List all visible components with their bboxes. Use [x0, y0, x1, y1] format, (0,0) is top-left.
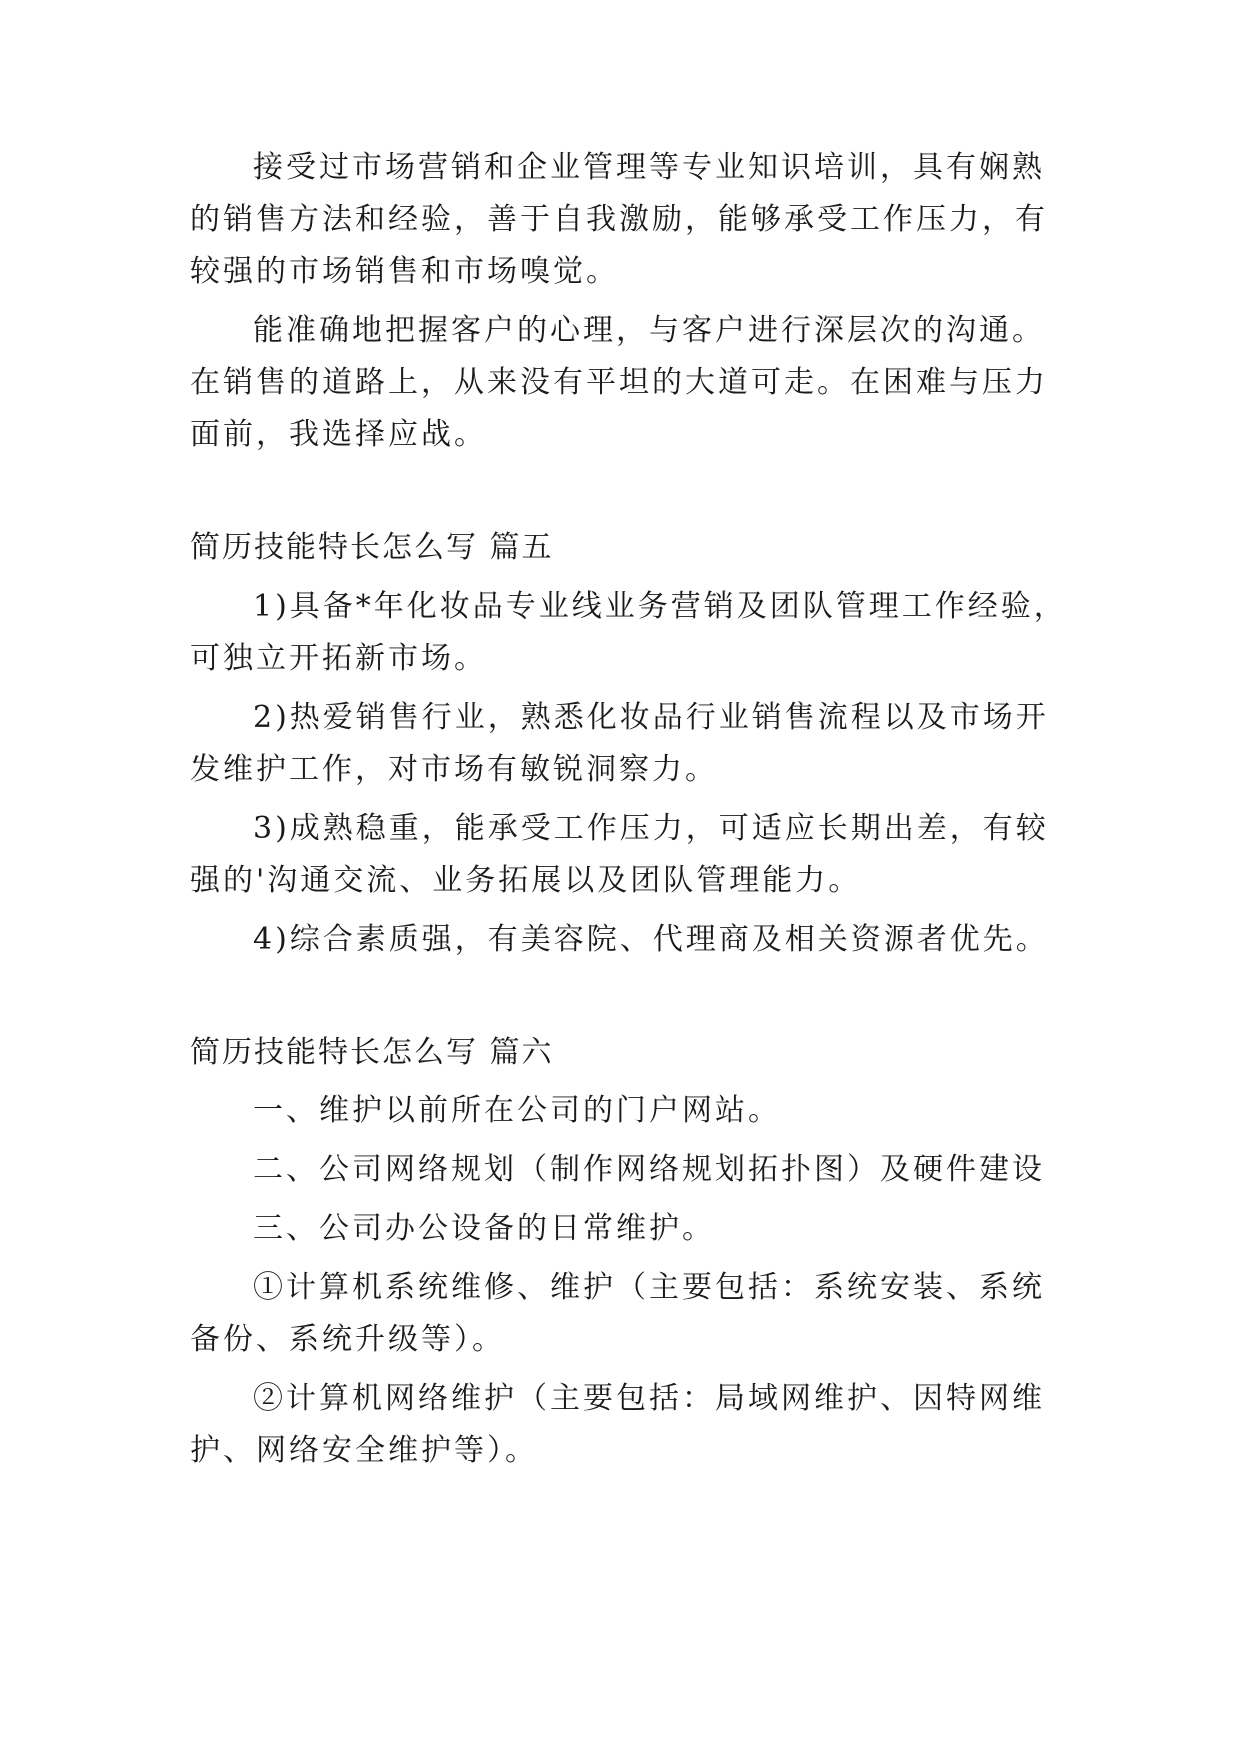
section-6-item-3-line-1: 三、公司办公设备的日常维护。 [253, 1211, 715, 1246]
section-6-item-5-line-2: 护、网络安全维护等）。 [190, 1433, 538, 1468]
section-6-heading: 简历技能特长怎么写 篇六 [190, 1035, 554, 1070]
paragraph-2-line-1: 能准确地把握客户的心理，与客户进行深层次的沟通。 [253, 313, 1045, 348]
section-6-item-1-line-1: 一、维护以前所在公司的门户网站。 [253, 1093, 781, 1128]
paragraph-1-line-2: 的销售方法和经验，善于自我激励，能够承受工作压力，有 [190, 202, 1048, 237]
section-5-item-4-line-1: 4)综合素质强，有美容院、代理商及相关资源者优先。 [253, 922, 1049, 957]
section-5-item-3-line-1: 3)成熟稳重，能承受工作压力，可适应长期出差，有较 [253, 811, 1049, 846]
paragraph-2-line-3: 面前，我选择应战。 [190, 417, 487, 452]
section-5-heading: 简历技能特长怎么写 篇五 [190, 530, 554, 565]
paragraph-1-line-3: 较强的市场销售和市场嗅觉。 [190, 254, 619, 289]
section-6-item-4-line-1: ①计算机系统维修、维护（主要包括：系统安装、系统 [253, 1270, 1045, 1305]
section-5-item-2-line-1: 2)热爱销售行业，熟悉化妆品行业销售流程以及市场开 [253, 700, 1049, 735]
paragraph-1-line-1: 接受过市场营销和企业管理等专业知识培训，具有娴熟 [253, 150, 1045, 185]
section-6-item-5-line-1: ②计算机网络维护（主要包括：局域网维护、因特网维 [253, 1381, 1045, 1416]
section-5-item-2-line-2: 发维护工作，对市场有敏锐洞察力。 [190, 752, 718, 787]
section-5-item-1-line-1: 1)具备*年化妆品专业线业务营销及团队管理工作经验， [253, 589, 1067, 624]
paragraph-2-line-2: 在销售的道路上，从来没有平坦的大道可走。在困难与压力 [190, 365, 1048, 400]
section-6-item-2-line-1: 二、公司网络规划（制作网络规划拓扑图）及硬件建设 [253, 1152, 1045, 1187]
section-6-item-4-line-2: 备份、系统升级等）。 [190, 1322, 505, 1357]
section-5-item-1-line-2: 可独立开拓新市场。 [190, 641, 487, 676]
section-5-item-3-line-2: 强的'沟通交流、业务拓展以及团队管理能力。 [190, 863, 862, 898]
